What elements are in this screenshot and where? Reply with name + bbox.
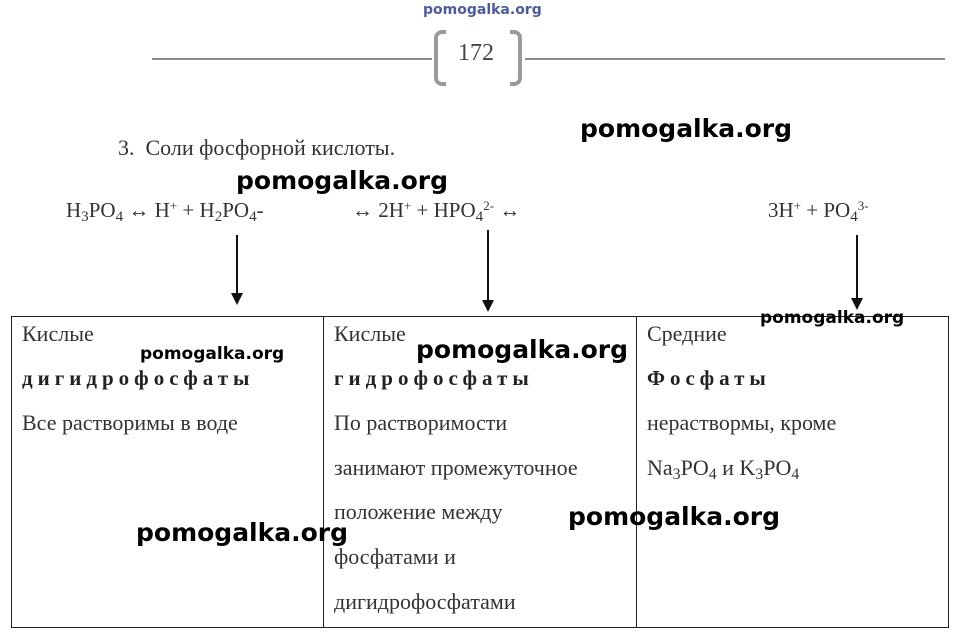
arrow-to-hydrophosphates	[487, 230, 489, 302]
col1-desc: Все растворимы в воде	[22, 410, 238, 435]
col2-desc-line: положение между	[334, 499, 503, 524]
watermark: pomogalka.org	[760, 308, 905, 328]
page-number-bracket-right	[510, 30, 522, 86]
table-divider	[323, 316, 324, 628]
heading-number: 3.	[118, 135, 135, 160]
watermark: pomogalka.org	[580, 114, 793, 143]
col2-desc-line: занимают промежуточное	[334, 455, 578, 480]
col2-type: Кислые	[334, 321, 406, 346]
watermark: pomogalka.org	[136, 518, 349, 547]
arrow-head-icon	[231, 293, 243, 305]
header-rule-right	[525, 58, 945, 60]
col3-desc: нераствормы, кроме	[647, 410, 837, 435]
section-heading	[118, 135, 395, 161]
arrow-to-phosphates	[856, 235, 858, 300]
col2-name: гидрофосфаты	[334, 366, 534, 390]
col2-desc-line: дигидрофосфатами	[334, 589, 516, 614]
heading-text: Соли фосфорной кислоты.	[145, 135, 396, 160]
col3-type: Средние	[647, 321, 727, 346]
col3-name: Фосфаты	[647, 366, 771, 390]
arrow-to-dihydrophosphates	[236, 235, 238, 295]
dissociation-equation-left: $H_3PO_4$ ↔ $H^+ + H_2PO_4-$	[66, 198, 264, 225]
top-watermark: pomogalka.org	[423, 2, 542, 18]
col1-name: дигидрофосфаты	[22, 366, 255, 390]
col2-desc-line: фосфатами и	[334, 544, 456, 569]
watermark: pomogalka.org	[568, 502, 781, 531]
header-rule-left	[152, 58, 432, 60]
page-number-bracket-left	[434, 30, 446, 86]
watermark: pomogalka.org	[416, 335, 629, 364]
table-divider	[636, 316, 637, 628]
page-number: 172	[458, 40, 494, 66]
dissociation-equation-right: $3H^+ + PO_4^{3-}$	[768, 198, 869, 225]
col2-desc-line: По растворимости	[334, 410, 508, 435]
dissociation-equation-middle: ↔ $2H^+ + HPO_4^{2-}$ ↔	[352, 198, 521, 225]
col3-formula: $Na_3PO_4$ и $K_3PO_4$	[647, 455, 800, 483]
col1-type: Кислые	[22, 321, 94, 346]
arrow-head-icon	[482, 300, 494, 312]
watermark: pomogalka.org	[236, 166, 449, 195]
watermark: pomogalka.org	[140, 344, 285, 364]
